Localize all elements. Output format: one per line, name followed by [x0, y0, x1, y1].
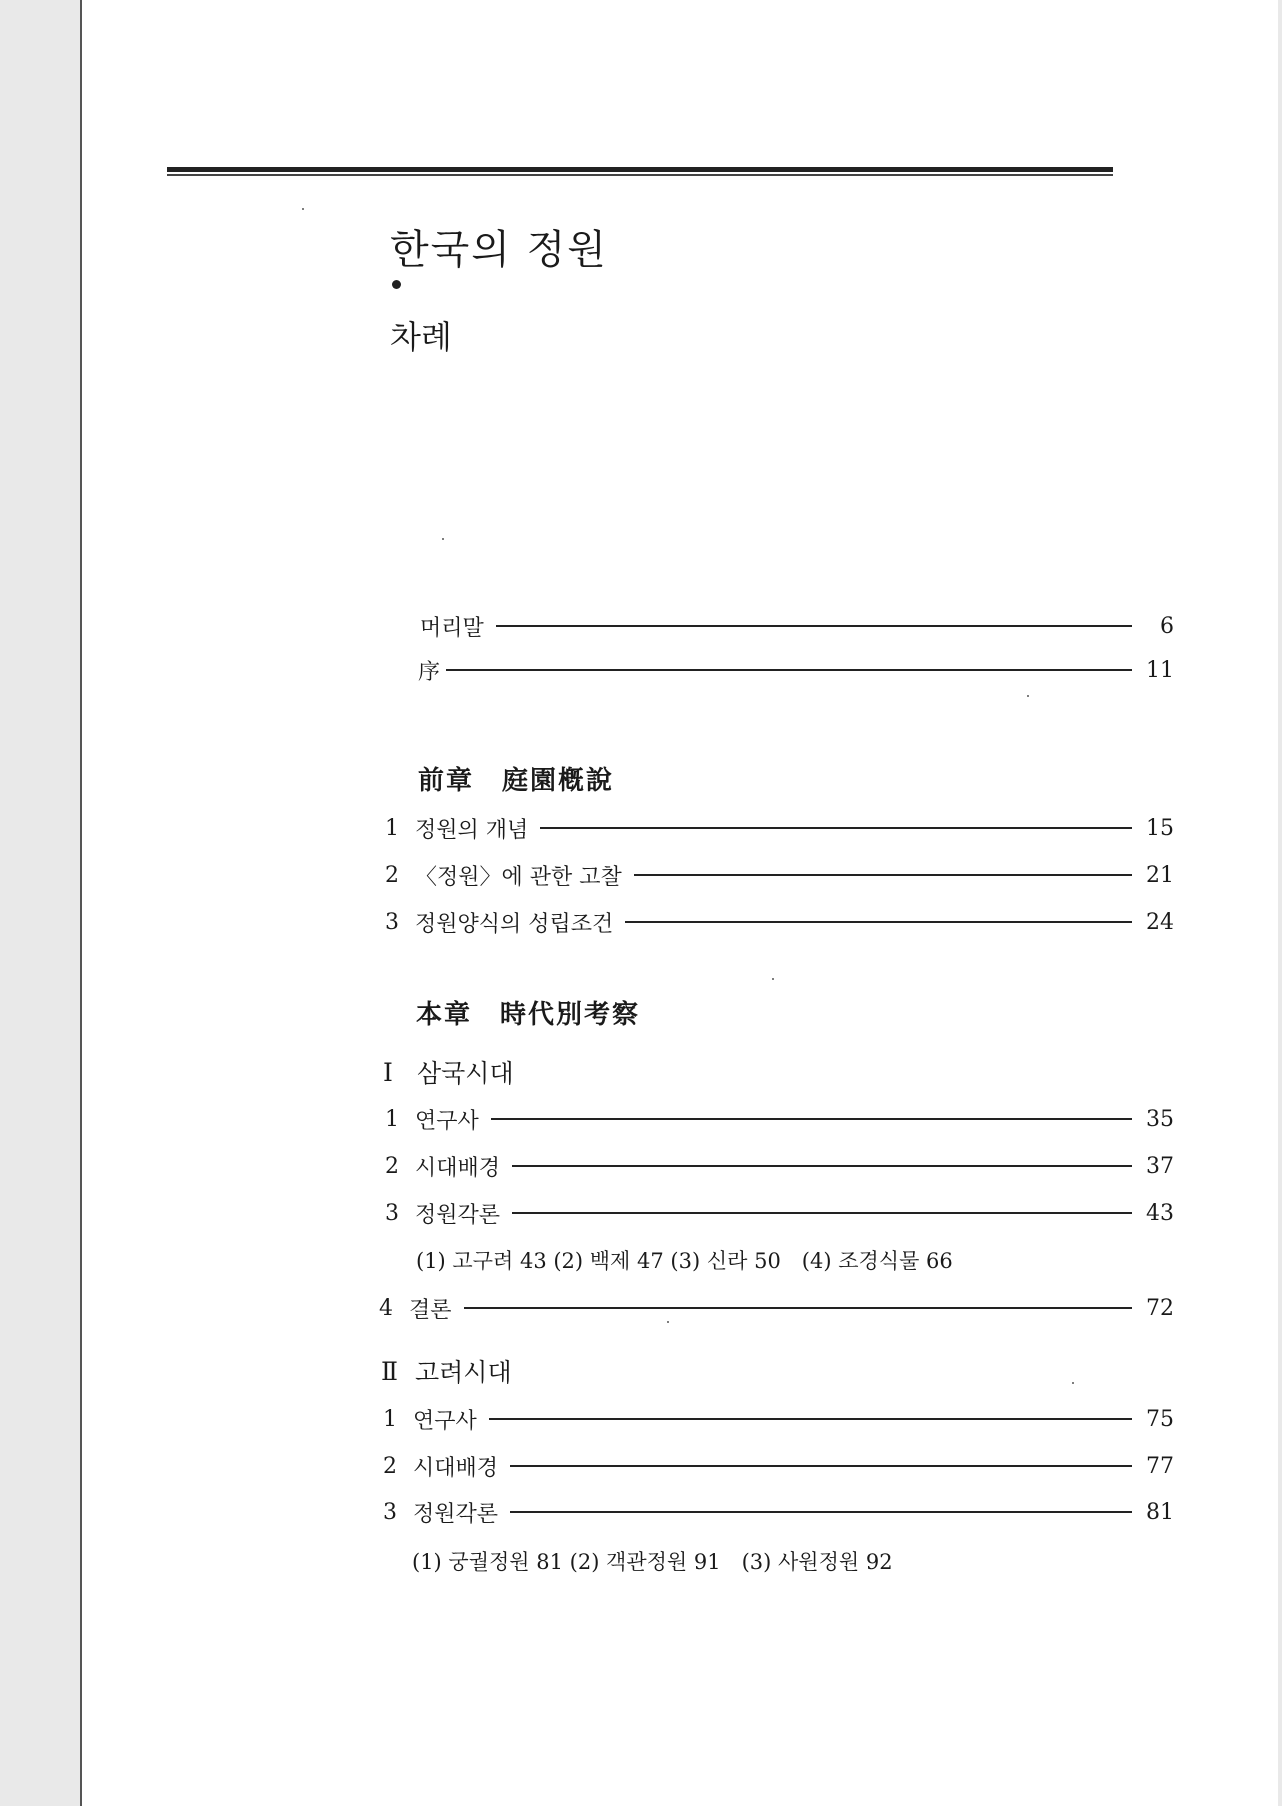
leader-line — [510, 1465, 1132, 1467]
part-heading-goryeo — [381, 1353, 512, 1389]
toc-entry-prelude-1[interactable] — [385, 813, 1174, 843]
toc-entry-page: 37 — [1146, 1153, 1174, 1179]
leader-line — [512, 1165, 1132, 1167]
toc-entry-label: 결론 — [409, 1297, 452, 1323]
toc-entry-page: 77 — [1146, 1453, 1174, 1479]
toc-entry-label: 序 — [418, 659, 441, 685]
header-rule-thin — [167, 174, 1113, 176]
book-page — [80, 0, 1278, 1806]
toc-entry-number: 4 — [379, 1295, 393, 1321]
toc-entry-page: 15 — [1146, 815, 1174, 841]
leader-line — [491, 1118, 1132, 1120]
toc-entry-page: 21 — [1146, 862, 1174, 888]
toc-entry-label: 정원각론 — [413, 1501, 499, 1527]
toc-entry-part1-4[interactable] — [379, 1293, 1174, 1323]
toc-entry-page: 72 — [1146, 1295, 1174, 1321]
leader-line — [446, 669, 1132, 671]
toc-entry-label: 〈정원〉에 관한 고찰 — [415, 864, 622, 890]
toc-entry-page: 24 — [1146, 909, 1174, 935]
scan-speck — [1027, 695, 1029, 697]
toc-entry-label: 정원각론 — [415, 1202, 501, 1228]
toc-entry-number: 2 — [385, 1153, 399, 1179]
scan-speck — [442, 538, 444, 540]
leader-line — [625, 921, 1132, 923]
toc-entry-number: 2 — [383, 1453, 397, 1479]
toc-subentries-part1: (1) 고구려 43 (2) 백제 47 (3) 신라 50 (4) 조경식물 66 — [416, 1249, 953, 1273]
toc-entry-page: 6 — [1160, 613, 1174, 639]
toc-entry-prelude-2[interactable] — [385, 860, 1174, 890]
toc-entry-page: 43 — [1146, 1200, 1174, 1226]
toc-entry-part1-2[interactable] — [385, 1151, 1174, 1181]
toc-entry-page: 81 — [1146, 1499, 1174, 1525]
part-roman-numeral: Ⅱ — [381, 1356, 398, 1386]
chapter-heading-main: 本章 時代別考察 — [416, 1000, 641, 1030]
part-heading-three-kingdoms — [383, 1054, 514, 1090]
leader-line — [634, 874, 1132, 876]
toc-entry-preface-korean[interactable] — [420, 611, 1174, 641]
toc-entry-number: 3 — [383, 1499, 397, 1525]
toc-subentries-part2: (1) 궁궐정원 81 (2) 객관정원 91 (3) 사원정원 92 — [412, 1550, 893, 1574]
toc-entry-label: 머리말 — [420, 615, 484, 641]
toc-entry-number: 1 — [385, 815, 399, 841]
leader-line — [464, 1307, 1132, 1309]
toc-entry-prelude-3[interactable] — [385, 907, 1174, 937]
chapter-heading-prelude: 前章 庭園槪說 — [418, 766, 615, 796]
leader-line — [489, 1418, 1132, 1420]
scan-speck — [667, 1321, 669, 1323]
toc-entry-label: 정원의 개념 — [415, 817, 529, 843]
part-roman-numeral: Ⅰ — [383, 1057, 393, 1087]
toc-entry-label: 시대배경 — [415, 1155, 501, 1181]
toc-entry-part2-1[interactable] — [383, 1404, 1174, 1434]
toc-entry-label: 연구사 — [415, 1108, 479, 1134]
toc-entry-preface-hanja[interactable] — [418, 655, 1174, 685]
toc-entry-part1-1[interactable] — [385, 1104, 1174, 1134]
part-title: 삼국시대 — [417, 1059, 514, 1088]
leader-line — [512, 1212, 1132, 1214]
part-title: 고려시대 — [415, 1358, 512, 1387]
toc-entry-number: 3 — [385, 1200, 399, 1226]
leader-line — [496, 625, 1132, 627]
toc-heading: 차례 — [390, 318, 452, 356]
toc-entry-part1-3[interactable] — [385, 1198, 1174, 1228]
header-rule-thick — [167, 167, 1113, 172]
toc-entry-part2-3[interactable] — [383, 1497, 1174, 1527]
toc-entry-number: 2 — [385, 862, 399, 888]
toc-entry-number: 3 — [385, 909, 399, 935]
scan-speck — [772, 978, 774, 980]
toc-entry-page: 35 — [1146, 1106, 1174, 1132]
bullet-dot — [392, 280, 401, 289]
toc-entry-number: 1 — [385, 1106, 399, 1132]
toc-entry-number: 1 — [383, 1406, 397, 1432]
scan-speck — [1072, 1382, 1074, 1384]
scan-speck — [302, 208, 304, 210]
toc-entry-label: 시대배경 — [413, 1455, 499, 1481]
toc-entry-part2-2[interactable] — [383, 1451, 1174, 1481]
toc-entry-page: 11 — [1146, 657, 1174, 683]
leader-line — [510, 1511, 1132, 1513]
toc-entry-label: 정원양식의 성립조건 — [415, 911, 614, 937]
toc-entry-page: 75 — [1146, 1406, 1174, 1432]
leader-line — [540, 827, 1132, 829]
book-title: 한국의 정원 — [390, 227, 608, 273]
toc-entry-label: 연구사 — [413, 1408, 477, 1434]
